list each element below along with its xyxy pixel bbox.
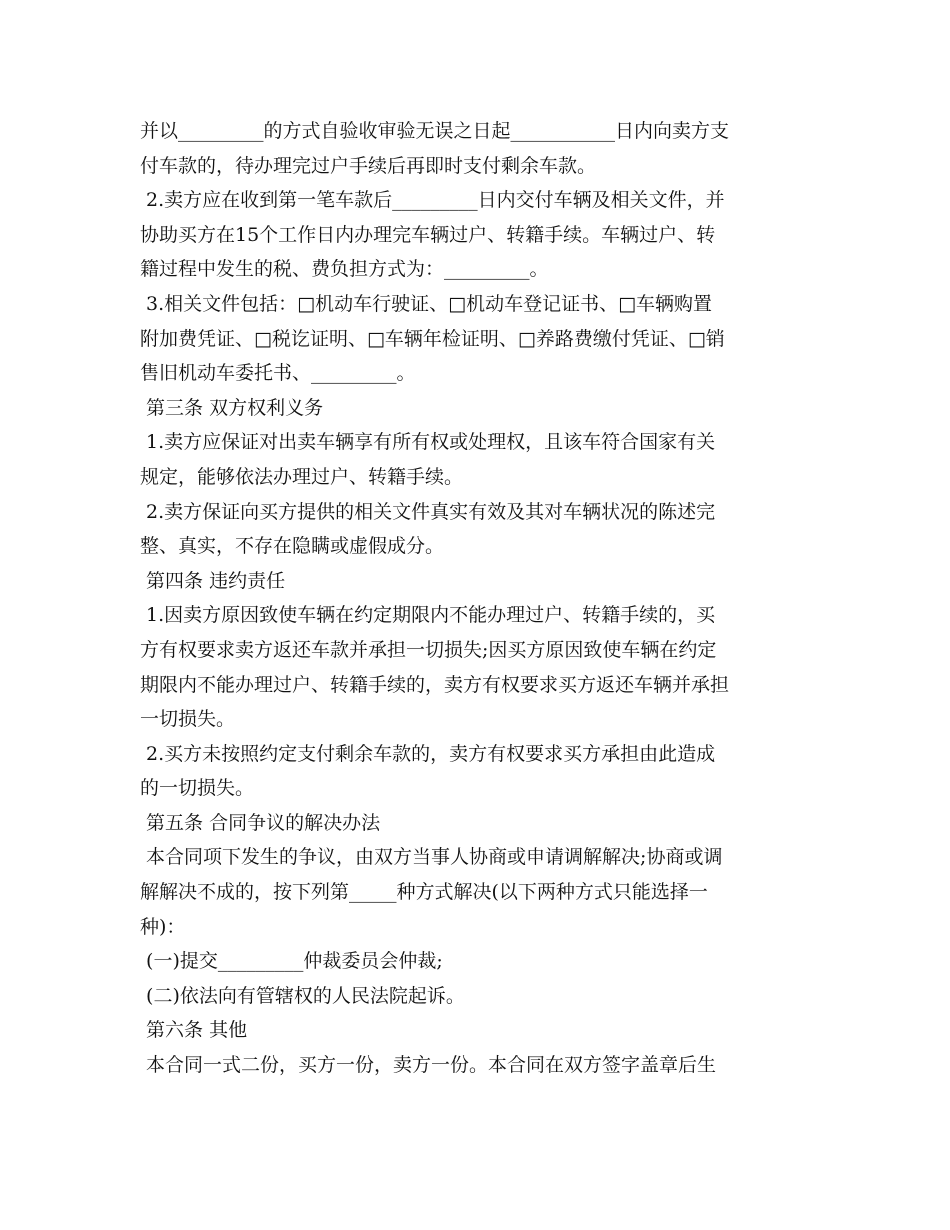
- text-line: 籍过程中发生的税、费负担方式为：_________。: [140, 258, 549, 281]
- text-line: 1.因卖方原因致使车辆在约定期限内不能办理过户、转籍手续的，买: [140, 604, 716, 627]
- text-line: 并以_________的方式自验收审验无误之日起___________日内向卖方支: [140, 120, 730, 142]
- text-line: 方有权要求卖方返还车款并承担一切损失;因买方原因致使车辆在约定: [140, 638, 717, 661]
- section-heading-3: 第三条 双方权利义务: [140, 396, 324, 419]
- text-line: 2.卖方应在收到第一笔车款后_________日内交付车辆及相关文件，并: [140, 189, 725, 212]
- text-line: 本合同项下发生的争议，由双方当事人协商或申请调解解决;协商或调: [140, 846, 723, 869]
- text-line: 付车款的，待办理完过户手续后再即时支付剩余车款。: [140, 154, 597, 177]
- contract-text: [140, 114, 820, 1083]
- text-line: 本合同一式二份，买方一份，卖方一份。本合同在双方签字盖章后生: [140, 1054, 717, 1077]
- text-line: 整、真实，不存在隐瞒或虚假成分。: [140, 535, 445, 558]
- text-line: 期限内不能办理过户、转籍手续的，卖方有权要求买方返还车辆并承担: [140, 673, 730, 696]
- text-line: 的一切损失。: [140, 777, 255, 800]
- section-heading-4: 第四条 违约责任: [140, 569, 286, 592]
- text-line: 种)：: [140, 915, 186, 938]
- text-line: 2.卖方保证向买方提供的相关文件真实有效及其对车辆状况的陈述完: [140, 500, 716, 523]
- text-line: (二)依法向有管辖权的人民法院起诉。: [140, 984, 465, 1007]
- text-line: 附加费凭证、□税讫证明、□车辆年检证明、□养路费缴付凭证、□销: [140, 327, 725, 350]
- text-line: 规定，能够依法办理过户、转籍手续。: [140, 465, 464, 488]
- text-line: 协助买方在15个工作日内办理完车辆过户、转籍手续。车辆过户、转: [140, 223, 716, 246]
- text-line: 解解决不成的，按下列第_____种方式解决(以下两种方式只能选择一: [140, 881, 708, 904]
- section-heading-6: 第六条 其他: [140, 1019, 248, 1042]
- text-line: 售旧机动车委托书、_________。: [140, 362, 416, 385]
- text-line: 3.相关文件包括：□机动车行驶证、□机动车登记证书、□车辆购置: [140, 292, 713, 315]
- text-line: (一)提交_________仲裁委员会仲裁;: [140, 950, 443, 973]
- text-line: 2.买方未按照约定支付剩余车款的，卖方有权要求买方承担由此造成: [140, 742, 716, 765]
- section-heading-5: 第五条 合同争议的解决办法: [140, 811, 381, 834]
- text-line: 一切损失。: [140, 708, 236, 731]
- text-line: 1.卖方应保证对出卖车辆享有所有权或处理权，且该车符合国家有关: [140, 431, 716, 454]
